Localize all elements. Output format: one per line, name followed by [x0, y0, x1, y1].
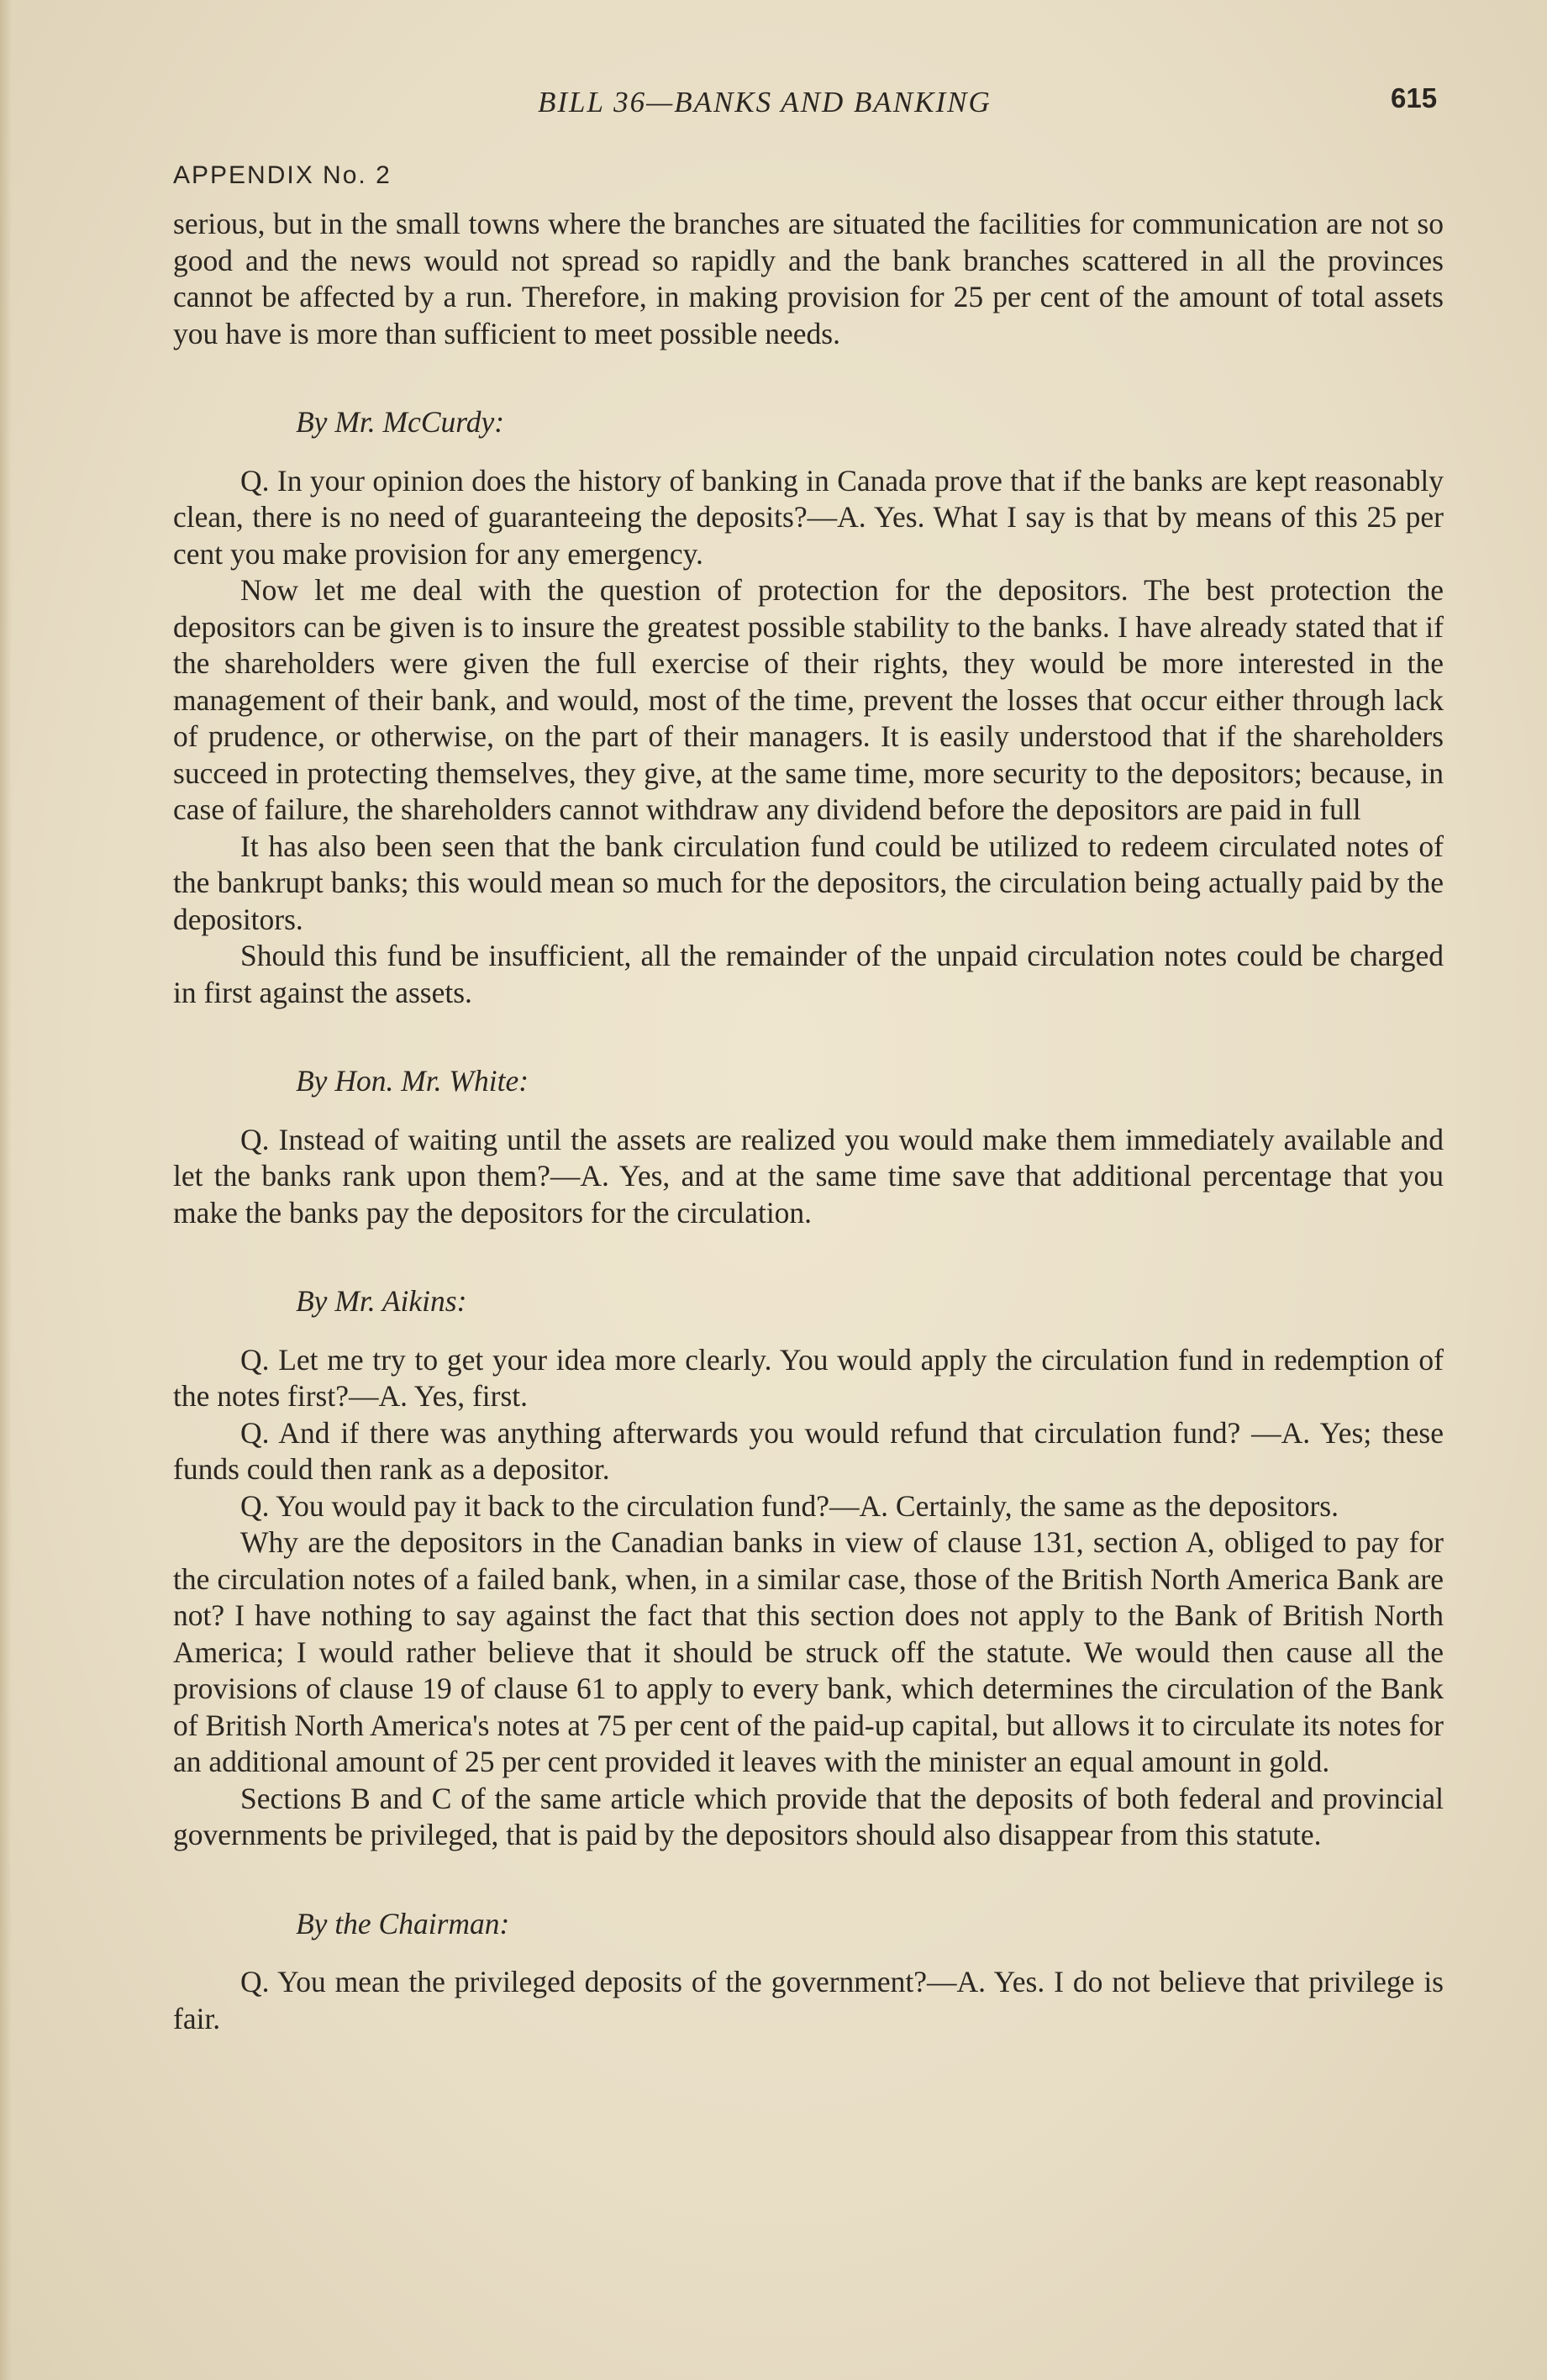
paragraph: Now let me deal with the question of protection for the depositors. The best protection the depositors can be given is to insure the greatest possible stability to the banks. I have already stated that if the shareholders were given the full exercise of their rights, they would be more interested in the management of their bank, and would, most of the time, prevent the losses that occur either through lack of prudence, or otherwise, on the part of their managers. It is easily understood that if the shareholders succeed in protecting themselves, they give, at the same time, more security to the depositors; because, in case of failure, the shareholders cannot withdraw any dividend before the depositors are paid in full [173, 573, 1444, 826]
paragraph: It has also been seen that the bank circulation fund could be utilized to redeem circulated notes of the bankrupt banks; this would mean so much for the depositors, the circulation being actually paid by the depositors. [173, 829, 1444, 936]
paragraph: serious, but in the small towns where the branches are situated the facilities for communication are not so good and the news would not spread so rapidly and the bank branches scattered in all the provinces cannot be affected by a run. Therefore, in making provision for 25 per cent of the amount of total assets you have is more than sufficient to meet possible needs. [173, 207, 1444, 350]
paragraph: Q. In your opinion does the history of banking in Canada prove that if the banks are kept reasonably clean, there is no need of guaranteeing the deposits?—A. Yes. What I say is that by means of this 25 per cent you make provision for any emergency. [173, 463, 1444, 571]
paragraph: Q. You mean the privileged deposits of the government?—A. Yes. I do not believe that privilege is fair. [173, 1965, 1444, 2035]
speaker-heading: By Mr. McCurdy: [296, 405, 505, 439]
speaker-heading: By Mr. Aikins: [296, 1284, 467, 1318]
page-edge-shadow [0, 0, 12, 2380]
paragraph: Q. Let me try to get your idea more clearly. You would apply the circulation fund in redemption of the notes first?—A. Yes, first. [173, 1342, 1444, 1413]
appendix-label: APPENDIX No. 2 [173, 161, 392, 189]
body-text [173, 206, 1444, 2037]
paragraph: Why are the depositors in the Canadian banks in view of clause 131, section A, obliged to pay for the circulation notes of a failed bank, when, in a similar case, those of the British North America Bank are not? I have nothing to say against the fact that this section does not apply to the Bank of British North America; I would rather believe that it should be struck off the statute. We would then cause all the provisions of clause 19 of clause 61 to apply to every bank, which determines the circulation of the Bank of British North America's notes at 75 per cent of the paid-up capital, but allows it to circulate its notes for an additional amount of 25 per cent provided it leaves with the minister an equal amount in gold. [173, 1525, 1444, 1778]
paragraph: Q. You would pay it back to the circulation fund?—A. Certainly, the same as the depositors. [240, 1488, 1339, 1523]
speaker-heading: By Hon. Mr. White: [296, 1064, 529, 1098]
page-number: 615 [1391, 82, 1438, 113]
paragraph: Q. And if there was anything afterwards you would refund that circulation fund? —A. Yes; these funds could then rank as a depositor. [173, 1415, 1444, 1486]
speaker-heading: By the Chairman: [296, 1906, 510, 1940]
paragraph: Q. Instead of waiting until the assets are realized you would make them immediately available and let the banks rank upon them?—A. Yes, and at the same time save that additional percentage that you make the banks pay the depositors for the circulation. [173, 1122, 1444, 1229]
running-head: BILL 36—BANKS AND BANKING [538, 86, 992, 118]
paragraph: Sections B and C of the same article which provide that the deposits of both federal and provincial governments be privileged, that is paid by the depositors should also disappear from this statute. [173, 1781, 1444, 1851]
paragraph: Should this fund be insufficient, all the remainder of the unpaid circulation notes could be charged in first against the assets. [173, 939, 1444, 1009]
